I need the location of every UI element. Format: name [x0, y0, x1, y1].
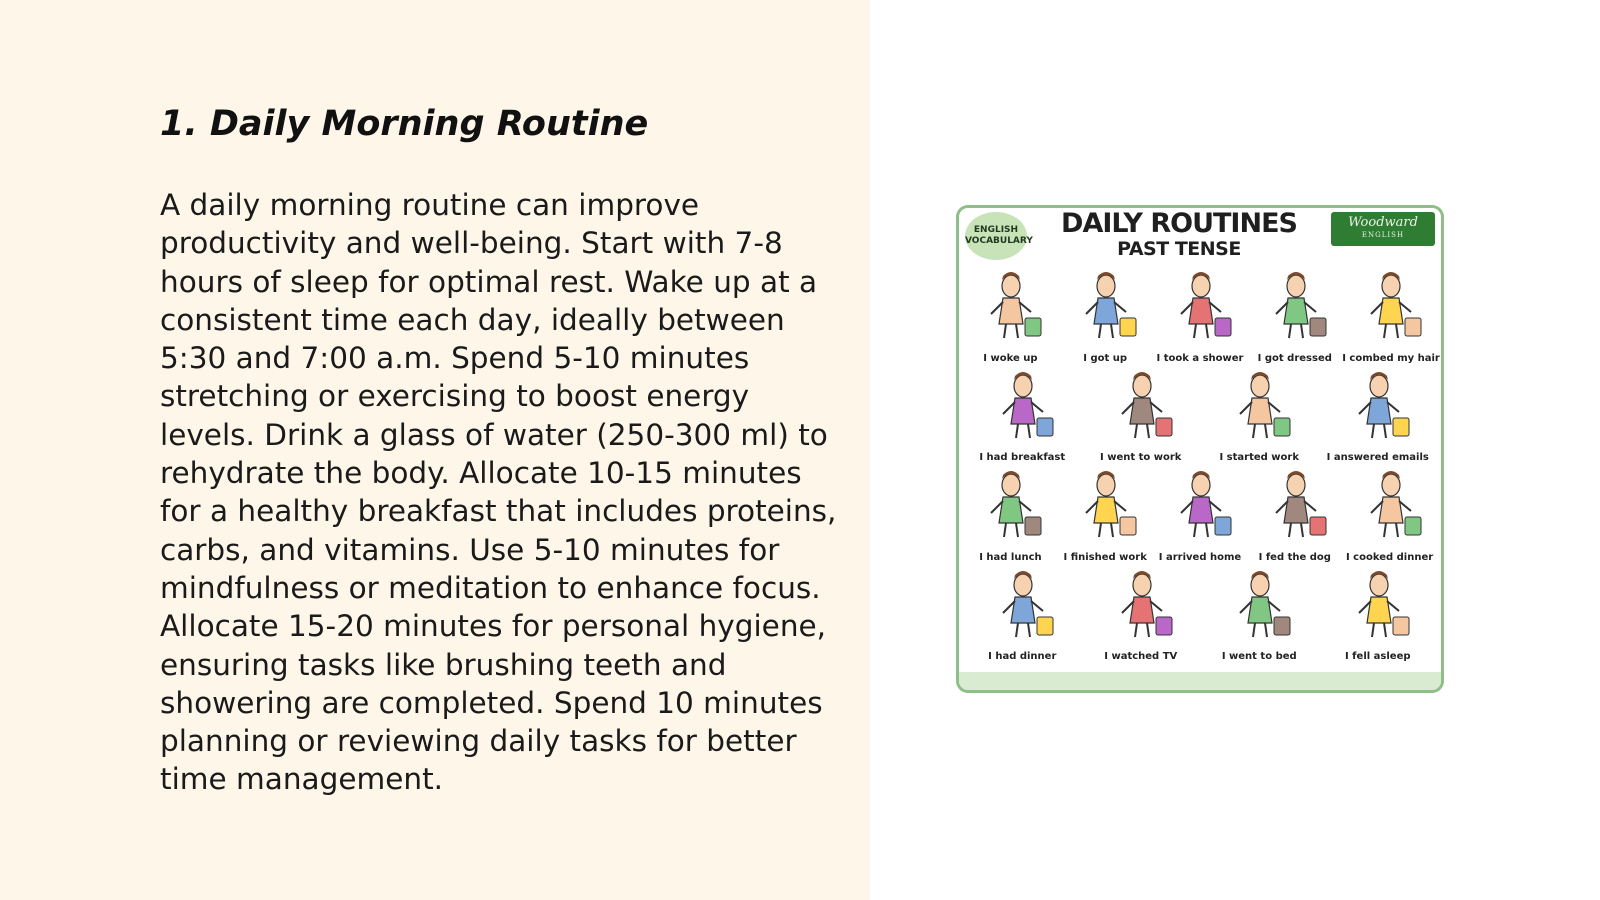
cartoon-figure-icon — [1070, 469, 1140, 541]
cartoon-figure-icon — [975, 469, 1045, 541]
routine-caption: I got dressed — [1257, 352, 1332, 364]
routine-illustration — [1247, 465, 1342, 565]
routine-illustration — [963, 366, 1082, 466]
routine-caption: I got up — [1083, 352, 1128, 364]
infographic-footer — [959, 672, 1441, 690]
routine-illustration — [1153, 266, 1248, 366]
routine-caption: I had breakfast — [979, 452, 1066, 463]
badge-line-2: VOCABULARY — [965, 236, 1033, 246]
routine-caption: I had dinner — [988, 651, 1057, 662]
routine-caption: I answered emails — [1326, 452, 1429, 463]
routine-caption: I took a shower — [1156, 352, 1244, 364]
routine-caption: I went to bed — [1221, 651, 1297, 662]
routine-illustration — [963, 565, 1082, 665]
routine-illustration — [1058, 465, 1153, 565]
english-vocabulary-badge — [965, 212, 1033, 260]
routine-illustration — [1082, 366, 1201, 466]
cartoon-figure-icon — [975, 270, 1045, 342]
cartoon-figure-icon — [1260, 469, 1330, 541]
slide-body-text: A daily morning routine can improve productivity and well-being. Start with 7-8 hours of sleep for optimal rest. Wake up at a consistent time each day, ideally between 5:30 and 7:00 a.m. Spend 5-10 minutes stretching or exercising to boost energy levels. Drink a glass of water (250-300 ml) to rehydrate the body. Allocate 10-15 minutes for a healthy breakfast that includes proteins, carbs, and vitamins. Use 5-10 minutes for mindfulness or meditation to enhance focus. Allocate 15-20 minutes for personal hygiene, ensuring tasks like brushing teeth and showering are completed. Spend 10 minutes planning or reviewing daily tasks for better time management. — [160, 188, 837, 797]
slide-title: 1. Daily Morning Routine — [160, 104, 649, 144]
cartoon-figure-icon — [1355, 270, 1425, 342]
cartoon-figure-icon — [987, 370, 1057, 442]
routine-caption: I had lunch — [979, 551, 1042, 563]
routine-caption: I fell asleep — [1344, 651, 1411, 662]
routine-caption: I finished work — [1063, 551, 1147, 563]
badge-line-1: ENGLISH — [973, 225, 1019, 235]
routine-illustration — [1342, 465, 1437, 565]
routine-illustration — [963, 266, 1058, 366]
routine-illustration — [1153, 465, 1248, 565]
infographic-subtitle: PAST TENSE — [1117, 238, 1241, 260]
routine-illustration — [1247, 266, 1342, 366]
routine-caption: I went to work — [1100, 452, 1182, 463]
woodward-logo — [1331, 212, 1435, 246]
logo-subtext: ENGLISH — [1361, 231, 1405, 239]
cartoon-figure-icon — [1224, 569, 1294, 641]
cartoon-figure-icon — [1106, 569, 1176, 641]
cartoon-figure-icon — [1165, 469, 1235, 541]
cartoon-figure-icon — [1260, 270, 1330, 342]
routine-grid — [963, 266, 1440, 664]
routine-caption: I watched TV — [1104, 651, 1178, 662]
cartoon-figure-icon — [987, 569, 1057, 641]
routine-caption: I arrived home — [1158, 551, 1242, 563]
routine-illustration — [1319, 565, 1438, 665]
routine-illustration — [1058, 266, 1153, 366]
logo-text: Woodward — [1348, 215, 1418, 230]
routine-illustration — [1200, 565, 1319, 665]
routine-caption: I fed the dog — [1258, 551, 1331, 563]
cartoon-figure-icon — [1165, 270, 1235, 342]
routine-illustration — [1319, 366, 1438, 466]
infographic-title: DAILY ROUTINES — [1061, 208, 1297, 239]
routine-caption: I started work — [1219, 452, 1299, 463]
cartoon-figure-icon — [1224, 370, 1294, 442]
cartoon-figure-icon — [1343, 370, 1413, 442]
cartoon-figure-icon — [1106, 370, 1176, 442]
daily-routines-infographic — [956, 205, 1444, 693]
routine-illustration — [1342, 266, 1440, 366]
cartoon-figure-icon — [1343, 569, 1413, 641]
routine-caption: I combed my hair — [1342, 352, 1440, 364]
cartoon-figure-icon — [1070, 270, 1140, 342]
routine-caption: I cooked dinner — [1345, 551, 1434, 563]
infographic-header — [959, 208, 1441, 266]
routine-caption: I woke up — [983, 352, 1038, 364]
routine-illustration — [963, 465, 1058, 565]
routine-illustration — [1200, 366, 1319, 466]
cartoon-figure-icon — [1355, 469, 1425, 541]
routine-illustration — [1082, 565, 1201, 665]
